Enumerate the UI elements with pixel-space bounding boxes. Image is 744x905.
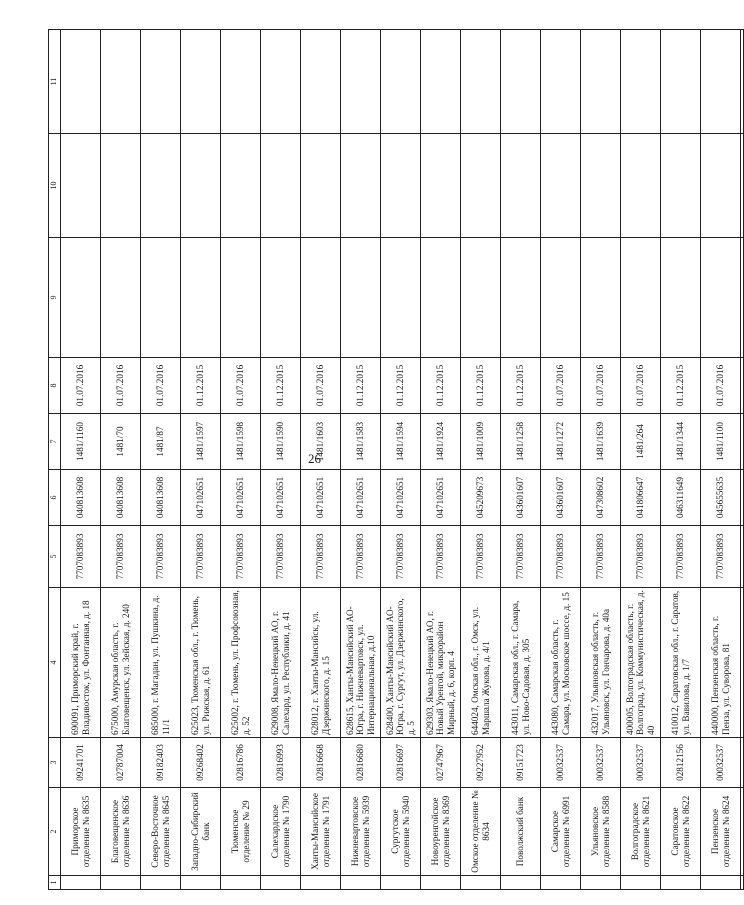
row-index-cell bbox=[701, 876, 741, 890]
empty-cell bbox=[261, 238, 301, 358]
cell-bik: 041806647 bbox=[621, 470, 661, 526]
table-row bbox=[661, 30, 701, 890]
row-index-cell bbox=[61, 876, 101, 890]
cell-bik: 045209673 bbox=[461, 470, 501, 526]
branch-table bbox=[48, 29, 744, 890]
cell-date: 01.12.2015 bbox=[341, 358, 381, 414]
empty-cell bbox=[181, 30, 221, 134]
empty-cell bbox=[741, 788, 744, 876]
table-row bbox=[581, 30, 621, 890]
cell-name: Северо-Восточное отделение № 8645 bbox=[141, 788, 181, 876]
cell-date: 01.07.2016 bbox=[61, 358, 101, 414]
cell-date: 01.07.2016 bbox=[141, 358, 181, 414]
cell-address: 628400, Ханты-Мансийский АО-Югра, г. Сургут, ул. Дзержинского, д. 5 bbox=[381, 588, 421, 738]
cell-date: 01.12.2015 bbox=[421, 358, 461, 414]
row-index-cell bbox=[381, 876, 421, 890]
cell-inn: 7707083893 bbox=[701, 526, 741, 588]
empty-cell bbox=[301, 134, 341, 238]
cell-inn: 7707083893 bbox=[141, 526, 181, 588]
cell-bik: 043601607 bbox=[541, 470, 581, 526]
cell-code: 09182403 bbox=[141, 738, 181, 788]
empty-cell bbox=[141, 238, 181, 358]
empty-cell bbox=[301, 238, 341, 358]
col-num-11: 11 bbox=[49, 30, 61, 134]
cell-num: 1481/1639 bbox=[581, 414, 621, 470]
cell-bik: 040813608 bbox=[101, 470, 141, 526]
col-num-8: 8 bbox=[49, 358, 61, 414]
empty-cell bbox=[621, 238, 661, 358]
cell-inn: 7707083893 bbox=[101, 526, 141, 588]
cell-bik: 047102651 bbox=[381, 470, 421, 526]
cell-num: 1481/1009 bbox=[461, 414, 501, 470]
empty-cell bbox=[741, 134, 744, 238]
cell-num: 1481/1924 bbox=[421, 414, 461, 470]
cell-address: 690091, Приморский край, г. Владивосток, ул. Фонтанная, д. 18 bbox=[61, 588, 101, 738]
cell-num: 1481/1344 bbox=[661, 414, 701, 470]
cell-date: 01.12.2015 bbox=[461, 358, 501, 414]
cell-name: Саратовское отделение № 8622 bbox=[661, 788, 701, 876]
cell-date: 01.07.2016 bbox=[541, 358, 581, 414]
cell-name: Сургутское отделение № 5940 bbox=[381, 788, 421, 876]
cell-code: 02787004 bbox=[101, 738, 141, 788]
empty-cell bbox=[461, 238, 501, 358]
cell-inn: 7707083893 bbox=[181, 526, 221, 588]
row-index-cell bbox=[301, 876, 341, 890]
table-row bbox=[261, 30, 301, 890]
cell-num: 1481/1258 bbox=[501, 414, 541, 470]
empty-cell bbox=[741, 358, 744, 414]
row-index-cell bbox=[501, 876, 541, 890]
empty-cell bbox=[301, 30, 341, 134]
table-row bbox=[181, 30, 221, 890]
cell-code: 09268402 bbox=[181, 738, 221, 788]
empty-cell bbox=[221, 30, 261, 134]
cell-code: 02816697 bbox=[381, 738, 421, 788]
cell-code: 00032537 bbox=[701, 738, 741, 788]
empty-cell bbox=[341, 134, 381, 238]
empty-cell bbox=[221, 238, 261, 358]
row-index-cell bbox=[541, 876, 581, 890]
row-index-cell bbox=[141, 876, 181, 890]
col-num-10: 10 bbox=[49, 134, 61, 238]
empty-cell bbox=[341, 30, 381, 134]
cell-date: 01.07.2016 bbox=[701, 358, 741, 414]
row-index-cell bbox=[261, 876, 301, 890]
cell-name: Нижневартовское отделение № 5939 bbox=[341, 788, 381, 876]
col-num-9: 9 bbox=[49, 238, 61, 358]
empty-cell bbox=[741, 738, 744, 788]
cell-inn: 7707083893 bbox=[541, 526, 581, 588]
cell-name: Ульяновское отделение № 8588 bbox=[581, 788, 621, 876]
cell-inn: 7707083893 bbox=[221, 526, 261, 588]
cell-inn: 7707083893 bbox=[581, 526, 621, 588]
cell-address: 443080, Самарская область, г. Самара, ул. Московское шоссе, д. 15 bbox=[541, 588, 581, 738]
cell-num: 1481/1597 bbox=[181, 414, 221, 470]
empty-cell bbox=[61, 238, 101, 358]
cell-name: Волгоградское отделение № 8621 bbox=[621, 788, 661, 876]
cell-code: 02816680 bbox=[341, 738, 381, 788]
row-index-cell bbox=[581, 876, 621, 890]
cell-inn: 7707083893 bbox=[261, 526, 301, 588]
table-row bbox=[621, 30, 661, 890]
cell-date: 01.12.2015 bbox=[661, 358, 701, 414]
table-row bbox=[501, 30, 541, 890]
empty-cell bbox=[181, 238, 221, 358]
cell-code: 00032537 bbox=[541, 738, 581, 788]
cell-num: 1481/70 bbox=[101, 414, 141, 470]
cell-num: 1481/1594 bbox=[381, 414, 421, 470]
cell-name: Благовещенское отделение № 8636 bbox=[101, 788, 141, 876]
cell-address: 440000, Пензенская область, г. Пенза, ул. Суворова, 81 bbox=[701, 588, 741, 738]
col-num-4: 4 bbox=[49, 588, 61, 738]
cell-inn: 7707083893 bbox=[301, 526, 341, 588]
empty-cell bbox=[741, 526, 744, 588]
cell-num: 1481/1590 bbox=[261, 414, 301, 470]
empty-cell bbox=[501, 30, 541, 134]
row-index-cell bbox=[661, 876, 701, 890]
cell-address: 400005, Волгоградская область, г. Волгоград, ул. Коммунистическая, д. 40 bbox=[621, 588, 661, 738]
empty-cell bbox=[581, 238, 621, 358]
empty-cell bbox=[221, 134, 261, 238]
empty-cell bbox=[541, 238, 581, 358]
empty-cell bbox=[61, 30, 101, 134]
cell-num: 1481/264 bbox=[621, 414, 661, 470]
cell-name: Западно-Сибирский банк bbox=[181, 788, 221, 876]
cell-num: 1481/1160 bbox=[61, 414, 101, 470]
empty-cell bbox=[101, 134, 141, 238]
cell-code: 02812156 bbox=[661, 738, 701, 788]
empty-cell bbox=[341, 238, 381, 358]
empty-cell bbox=[101, 238, 141, 358]
cell-address: 410012, Саратовская обл., г. Саратов, ул. Вавилова, д. 1/7 bbox=[661, 588, 701, 738]
cell-address: 628615, Ханты-Мансийский АО-Югра, г. Нижневартовск, ул. Интернациональная, д.10 bbox=[341, 588, 381, 738]
empty-cell bbox=[661, 134, 701, 238]
empty-cell bbox=[181, 134, 221, 238]
empty-cell bbox=[661, 30, 701, 134]
cell-inn: 7707083893 bbox=[621, 526, 661, 588]
cell-date: 01.12.2015 bbox=[501, 358, 541, 414]
cell-date: 01.07.2016 bbox=[101, 358, 141, 414]
empty-cell bbox=[541, 134, 581, 238]
cell-code: 02816668 bbox=[301, 738, 341, 788]
empty-cell bbox=[61, 134, 101, 238]
cell-address: 629303, Ямало-Ненецкий АО, г. Новый Уренгой, микрорайон Мирный, д. 6, корп. 4 bbox=[421, 588, 461, 738]
cell-code: 09241701 bbox=[61, 738, 101, 788]
cell-inn: 7707083893 bbox=[421, 526, 461, 588]
col-num-7: 7 bbox=[49, 414, 61, 470]
empty-cell bbox=[381, 134, 421, 238]
col-num-3: 3 bbox=[49, 738, 61, 788]
cell-code: 02816786 bbox=[221, 738, 261, 788]
empty-cell bbox=[421, 30, 461, 134]
cell-name: Тюменское отделение № 29 bbox=[221, 788, 261, 876]
column-number-row bbox=[49, 30, 61, 890]
row-index-cell bbox=[181, 876, 221, 890]
empty-cell bbox=[141, 30, 181, 134]
empty-cell bbox=[581, 134, 621, 238]
table-row bbox=[221, 30, 261, 890]
cell-address: 432017, Ульяновская область, г. Ульяновск, ул. Гончарова, д. 40а bbox=[581, 588, 621, 738]
cell-num: 1481/1583 bbox=[341, 414, 381, 470]
cell-num: 1481/1598 bbox=[221, 414, 261, 470]
row-index-cell bbox=[421, 876, 461, 890]
empty-cell bbox=[421, 134, 461, 238]
cell-code: 00032537 bbox=[621, 738, 661, 788]
table-row bbox=[381, 30, 421, 890]
table-row bbox=[61, 30, 101, 890]
cell-code: 00032537 bbox=[581, 738, 621, 788]
cell-address: 443011, Самарская обл., г. Самара, ул. Ново-Садовая, д. 305 bbox=[501, 588, 541, 738]
empty-cell bbox=[581, 30, 621, 134]
cell-date: 01.07.2016 bbox=[581, 358, 621, 414]
empty-cell bbox=[261, 30, 301, 134]
table-row bbox=[141, 30, 181, 890]
cell-address: 625023, Тюменская обл., г. Тюмень, ул. Рижская, д. 61 bbox=[181, 588, 221, 738]
table-row bbox=[101, 30, 141, 890]
cell-code: 09151723 bbox=[501, 738, 541, 788]
page-number: 26 bbox=[308, 451, 321, 466]
col-num-2: 2 bbox=[49, 788, 61, 876]
cell-date: 01.12.2015 bbox=[381, 358, 421, 414]
empty-cell bbox=[461, 30, 501, 134]
empty-cell bbox=[101, 30, 141, 134]
col-num-5: 5 bbox=[49, 526, 61, 588]
empty-cell bbox=[741, 238, 744, 358]
empty-cell bbox=[621, 30, 661, 134]
table-body bbox=[49, 30, 744, 890]
table-row bbox=[701, 30, 741, 890]
cell-date: 01.12.2015 bbox=[261, 358, 301, 414]
cell-date: 01.07.2016 bbox=[301, 358, 341, 414]
cell-address: 629008, Ямало-Ненецкий АО, г. Салехард, ул. Республики, д. 41 bbox=[261, 588, 301, 738]
table-row bbox=[301, 30, 341, 890]
cell-bik: 047102651 bbox=[181, 470, 221, 526]
empty-cell bbox=[701, 134, 741, 238]
cell-inn: 7707083893 bbox=[61, 526, 101, 588]
cell-name: Омское отделение № 8634 bbox=[461, 788, 501, 876]
cell-bik: 040813608 bbox=[61, 470, 101, 526]
cell-bik: 045655635 bbox=[701, 470, 741, 526]
cell-num: 1481/1100 bbox=[701, 414, 741, 470]
row-index-cell bbox=[221, 876, 261, 890]
cell-address: 685000, г. Магадан, ул. Пушкина, д. 11/1 bbox=[141, 588, 181, 738]
empty-cell bbox=[541, 30, 581, 134]
cell-inn: 7707083893 bbox=[501, 526, 541, 588]
empty-cell bbox=[741, 876, 744, 890]
table-row bbox=[421, 30, 461, 890]
empty-cell bbox=[741, 588, 744, 738]
empty-cell bbox=[661, 238, 701, 358]
cell-inn: 7707083893 bbox=[661, 526, 701, 588]
cell-inn: 7707083893 bbox=[341, 526, 381, 588]
empty-cell bbox=[381, 238, 421, 358]
cell-bik: 047308602 bbox=[581, 470, 621, 526]
empty-cell bbox=[501, 134, 541, 238]
cell-inn: 7707083893 bbox=[461, 526, 501, 588]
cell-bik: 047102651 bbox=[301, 470, 341, 526]
cell-num: 1481/1272 bbox=[541, 414, 581, 470]
empty-cell bbox=[741, 30, 744, 134]
cell-name: Ханты-Мансийское отделение № 1791 bbox=[301, 788, 341, 876]
cell-bik: 047102651 bbox=[421, 470, 461, 526]
cell-name: Самарское отделение № 6991 bbox=[541, 788, 581, 876]
table-row bbox=[461, 30, 501, 890]
empty-cell bbox=[501, 238, 541, 358]
empty-cell bbox=[741, 414, 744, 470]
cell-inn: 7707083893 bbox=[381, 526, 421, 588]
empty-cell bbox=[421, 238, 461, 358]
cell-bik: 040813608 bbox=[141, 470, 181, 526]
row-index-cell bbox=[621, 876, 661, 890]
cell-name: Пензенское отделение № 8624 bbox=[701, 788, 741, 876]
cell-name: Салехардское отделение № 1790 bbox=[261, 788, 301, 876]
cell-address: 625002, г. Тюмень, ул. Профсоюзная, д. 52 bbox=[221, 588, 261, 738]
cell-name: Приморское отделение № 8635 bbox=[61, 788, 101, 876]
cell-bik: 047102651 bbox=[261, 470, 301, 526]
col-num-1: 1 bbox=[49, 876, 61, 890]
col-num-6: 6 bbox=[49, 470, 61, 526]
cell-date: 01.12.2015 bbox=[181, 358, 221, 414]
empty-cell bbox=[381, 30, 421, 134]
cell-address: 644024, Омская обл., г. Омск, ул. Маршала Жукова, д. 4/1 bbox=[461, 588, 501, 738]
row-index-cell bbox=[461, 876, 501, 890]
row-index-cell bbox=[101, 876, 141, 890]
empty-cell bbox=[261, 134, 301, 238]
empty-cell bbox=[141, 134, 181, 238]
blank-row bbox=[741, 30, 744, 890]
cell-name: Новоуренгойское отделение № 8369 bbox=[421, 788, 461, 876]
cell-bik: 043601607 bbox=[501, 470, 541, 526]
cell-bik: 046311649 bbox=[661, 470, 701, 526]
cell-address: 675000, Амурская область, г. Благовещенск, ул. Зейская, д. 240 bbox=[101, 588, 141, 738]
table-row bbox=[341, 30, 381, 890]
cell-date: 01.07.2016 bbox=[221, 358, 261, 414]
cell-bik: 047102651 bbox=[341, 470, 381, 526]
cell-date: 01.07.2016 bbox=[621, 358, 661, 414]
cell-code: 02747967 bbox=[421, 738, 461, 788]
cell-name: Поволжский банк bbox=[501, 788, 541, 876]
cell-code: 09227952 bbox=[461, 738, 501, 788]
empty-cell bbox=[701, 238, 741, 358]
table-row bbox=[541, 30, 581, 890]
empty-cell bbox=[621, 134, 661, 238]
cell-bik: 047102651 bbox=[221, 470, 261, 526]
cell-code: 02816993 bbox=[261, 738, 301, 788]
cell-num: 1481/87 bbox=[141, 414, 181, 470]
empty-cell bbox=[701, 30, 741, 134]
cell-address: 628012, г. Ханты-Мансийск, ул. Дзержинского, д. 15 bbox=[301, 588, 341, 738]
empty-cell bbox=[461, 134, 501, 238]
cell-num: 1481/1603 bbox=[301, 414, 341, 470]
rotated-table-wrapper bbox=[48, 30, 731, 890]
empty-cell bbox=[741, 470, 744, 526]
row-index-cell bbox=[341, 876, 381, 890]
